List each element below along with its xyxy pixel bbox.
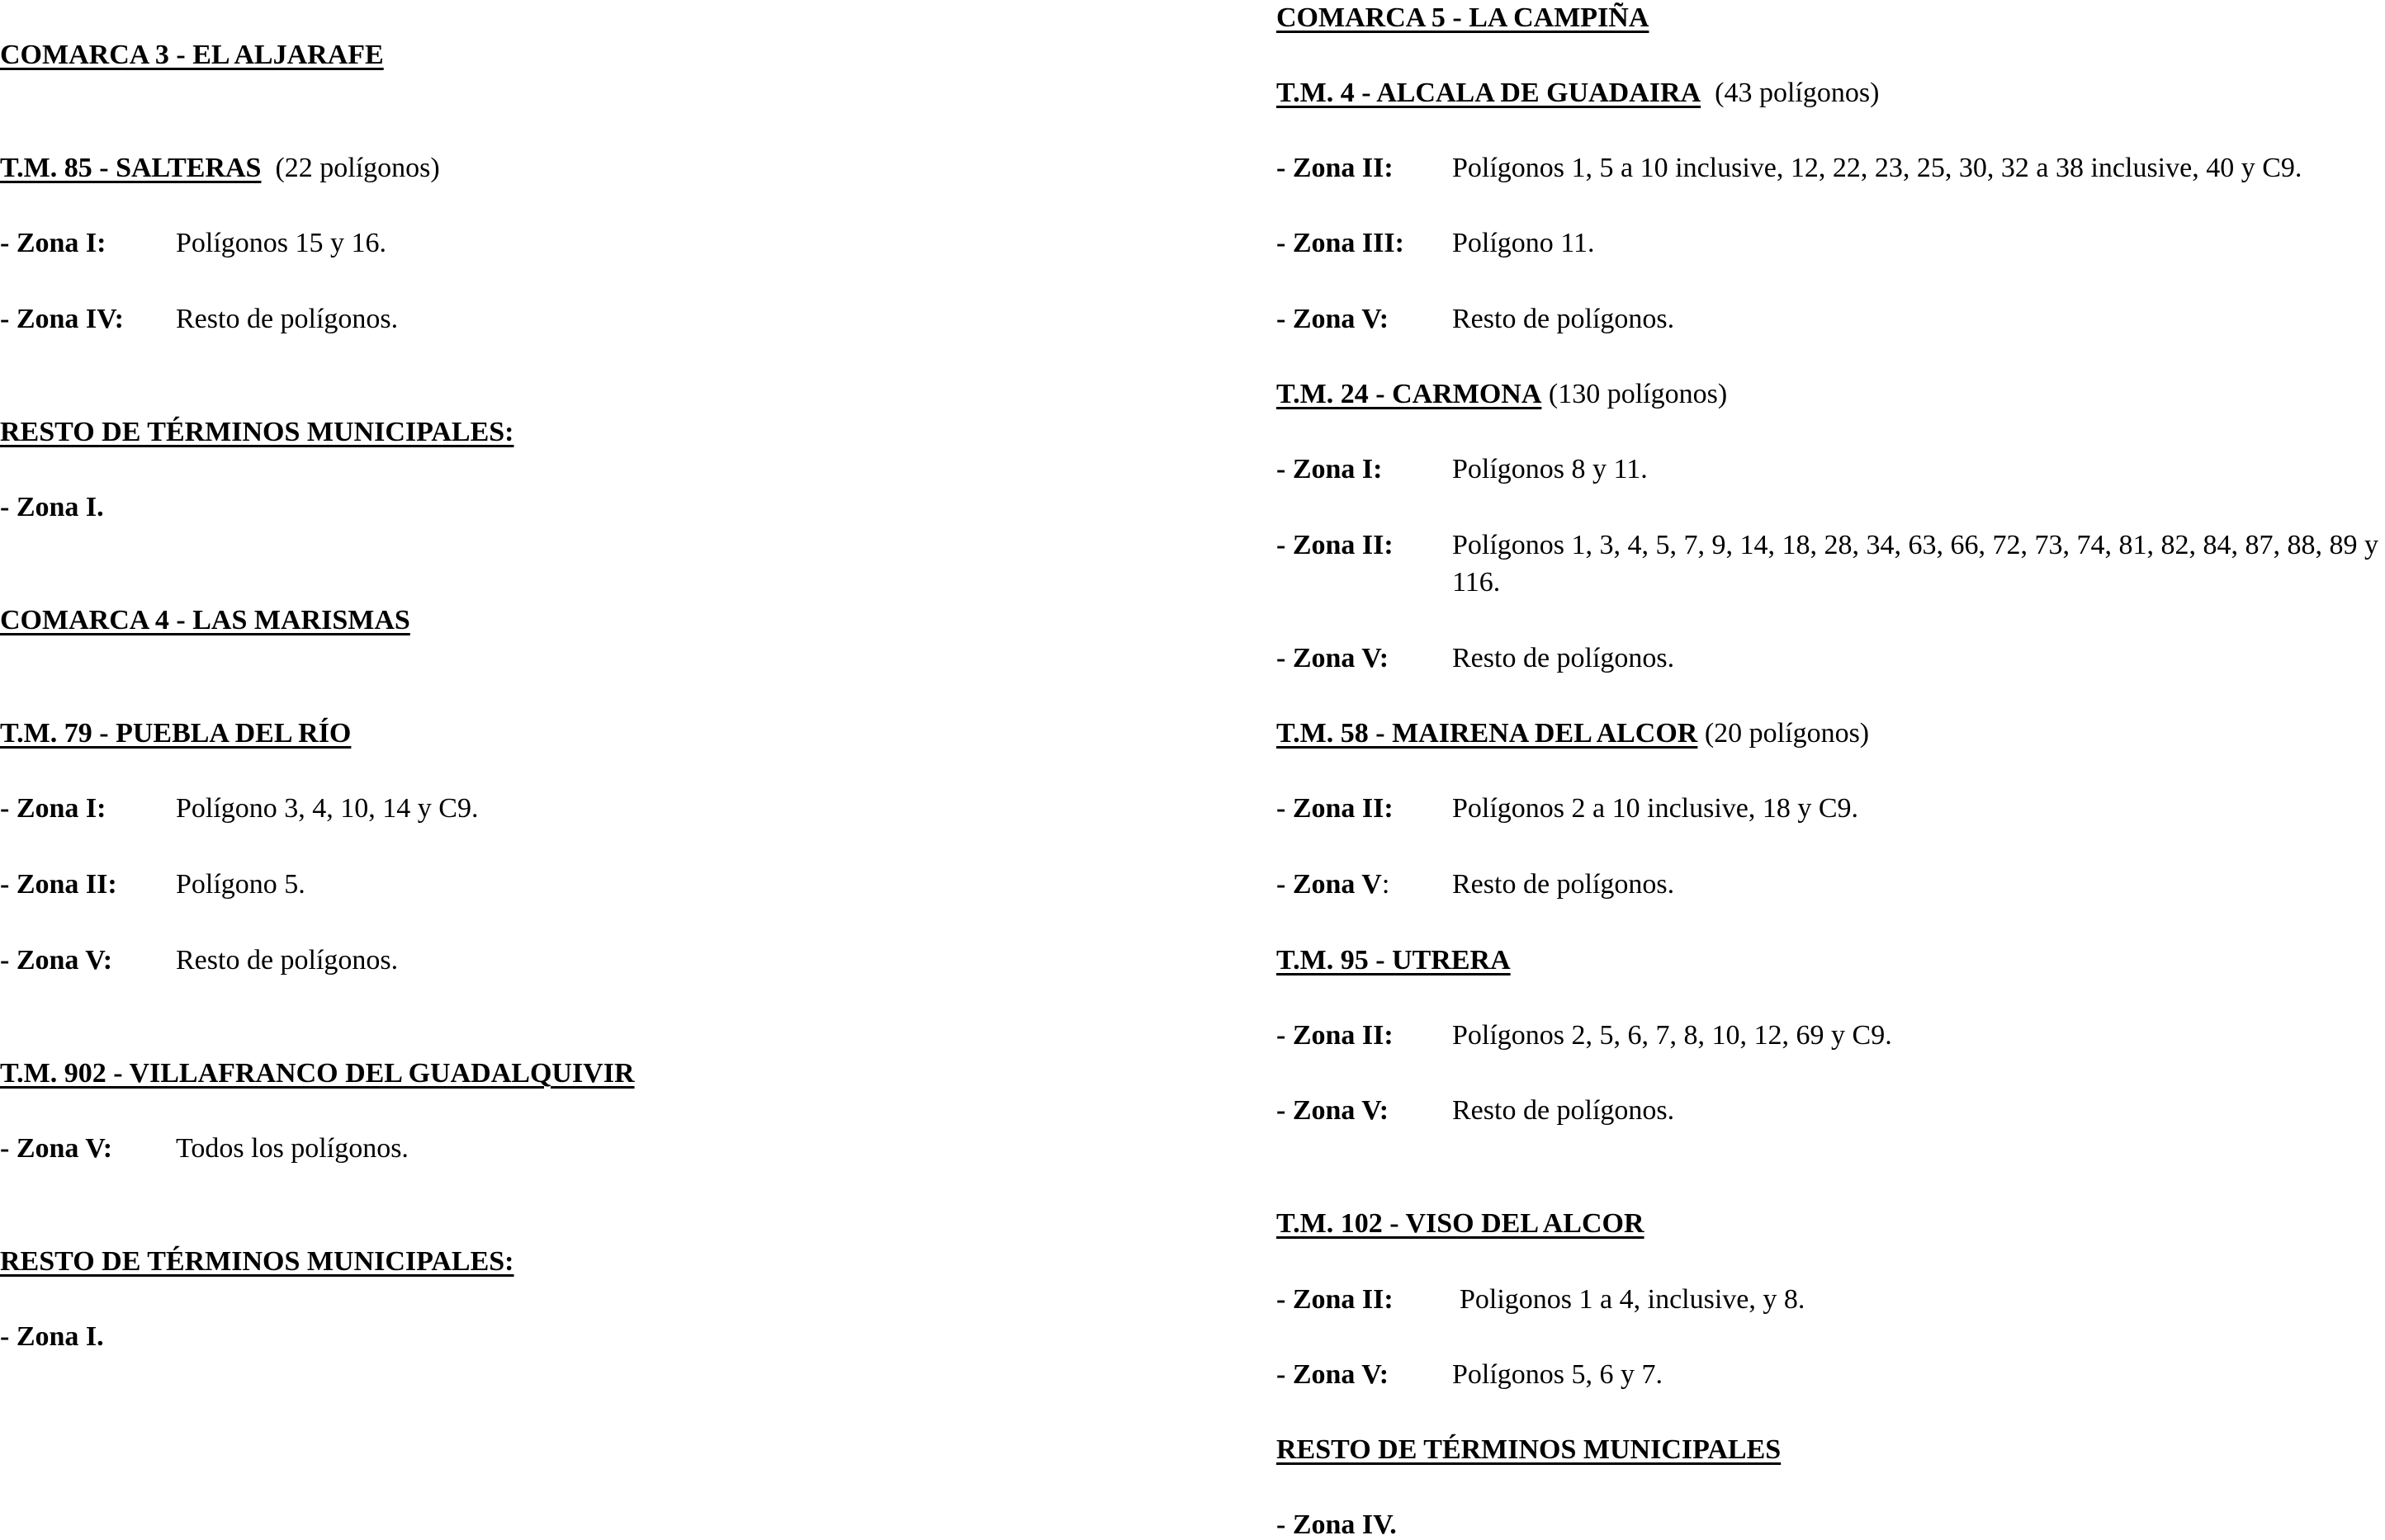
- carmona-count: (130 polígonos): [1548, 379, 1728, 409]
- zone-text: Polígonos 1, 5 a 10 inclusive, 12, 22, 23, 25, 30, 32 a 38 inclusive, 40 y C9.: [1452, 153, 2302, 183]
- alcala-count: (43 polígonos): [1715, 78, 1880, 108]
- carmona-heading-row: [1276, 380, 1727, 409]
- villafranco-heading: T.M. 902 - VILLAFRANCO DEL GUADALQUIVIR: [0, 1058, 635, 1089]
- comarca-4-heading: COMARCA 4 - LAS MARISMAS: [0, 605, 410, 635]
- mairena-heading-row: [1276, 720, 1869, 748]
- zone-text: Resto de polígonos.: [1452, 643, 1675, 673]
- zone-label: - Zona V:: [1276, 1095, 1389, 1126]
- salteras-heading: T.M. 85 - SALTERAS: [0, 153, 262, 183]
- zone-label: - Zona V:: [0, 1133, 113, 1164]
- viso-heading: T.M. 102 - VISO DEL ALCOR: [1276, 1208, 1644, 1239]
- zone-label: - Zona I:: [0, 793, 106, 824]
- zone-label: - Zona II:: [0, 869, 117, 900]
- zone-label: - Zona V:: [0, 945, 113, 975]
- zone-label: - Zona I:: [1276, 454, 1383, 484]
- zone-label: - Zona II:: [1276, 1284, 1394, 1315]
- resto-municipal-heading: RESTO DE TÉRMINOS MUNICIPALES:: [0, 1246, 514, 1277]
- zone-text: Polígonos 5, 6 y 7.: [1452, 1359, 1663, 1390]
- mairena-count: (20 polígonos): [1704, 718, 1870, 749]
- zone-label: - Zona II:: [1276, 530, 1394, 560]
- zone-text: Polígono 11.: [1452, 228, 1595, 258]
- resto-municipal-zone: - Zona IV.: [1276, 1509, 1397, 1540]
- zone-label: - Zona II:: [1276, 793, 1394, 824]
- resto-municipal-heading: RESTO DE TÉRMINOS MUNICIPALES:: [0, 417, 514, 447]
- carmona-heading: T.M. 24 - CARMONA: [1276, 379, 1542, 409]
- zone-text: Resto de polígonos.: [176, 945, 399, 975]
- zone-label: - Zona V:: [1276, 304, 1389, 334]
- zone-text: Polígono 3, 4, 10, 14 y C9.: [176, 793, 479, 824]
- alcala-heading: T.M. 4 - ALCALA DE GUADAIRA: [1276, 78, 1701, 108]
- resto-municipal-zone: - Zona I.: [0, 1321, 104, 1352]
- comarca-3-heading: COMARCA 3 - EL ALJARAFE: [0, 40, 384, 70]
- zone-label: - Zona IV:: [0, 304, 124, 334]
- zone-label: [1276, 871, 1389, 899]
- zone-text: Polígonos 2 a 10 inclusive, 18 y C9.: [1452, 793, 1859, 824]
- zone-text: Polígonos 2, 5, 6, 7, 8, 10, 12, 69 y C9.: [1452, 1020, 1892, 1051]
- zone-label: - Zona II:: [1276, 153, 1394, 183]
- zone-label-colon: :: [1381, 869, 1390, 900]
- zone-text: Poligonos 1 a 4, inclusive, y 8.: [1460, 1284, 1805, 1315]
- zone-label: - Zona V:: [1276, 1359, 1389, 1390]
- zone-text: Resto de polígonos.: [1452, 304, 1675, 334]
- zone-text: Polígonos 8 y 11.: [1452, 454, 1648, 484]
- comarca-5-heading: COMARCA 5 - LA CAMPIÑA: [1276, 2, 1649, 33]
- zone-text: Resto de polígonos.: [1452, 869, 1675, 900]
- alcala-heading-row: [1276, 79, 1879, 107]
- mairena-heading: T.M. 58 - MAIRENA DEL ALCOR: [1276, 718, 1698, 749]
- resto-municipal-heading: RESTO DE TÉRMINOS MUNICIPALES: [1276, 1434, 1782, 1465]
- zone-label: - Zona III:: [1276, 228, 1404, 258]
- zone-text: Resto de polígonos.: [1452, 1095, 1675, 1126]
- puebla-heading: T.M. 79 - PUEBLA DEL RÍO: [0, 718, 352, 749]
- zone-text: Resto de polígonos.: [176, 304, 399, 334]
- zone-label-bold: - Zona V: [1276, 869, 1382, 900]
- zone-label: - Zona V:: [1276, 643, 1389, 673]
- zone-label: - Zona I:: [0, 228, 106, 258]
- zone-text: Todos los polígonos.: [176, 1133, 409, 1164]
- salteras-heading-row: [0, 154, 440, 182]
- zone-label: - Zona II:: [1276, 1020, 1394, 1051]
- salteras-count: (22 polígonos): [275, 153, 440, 183]
- zone-text: Polígono 5.: [176, 869, 305, 900]
- utrera-heading: T.M. 95 - UTRERA: [1276, 945, 1511, 975]
- zone-text: Polígonos 1, 3, 4, 5, 7, 9, 14, 18, 28, 34, 63, 66, 72, 73, 74, 81, 82, 84, 87, 88, 89 y 116.: [1452, 530, 2379, 598]
- zone-text: Polígonos 15 y 16.: [176, 228, 387, 258]
- resto-municipal-zone: - Zona I.: [0, 492, 104, 522]
